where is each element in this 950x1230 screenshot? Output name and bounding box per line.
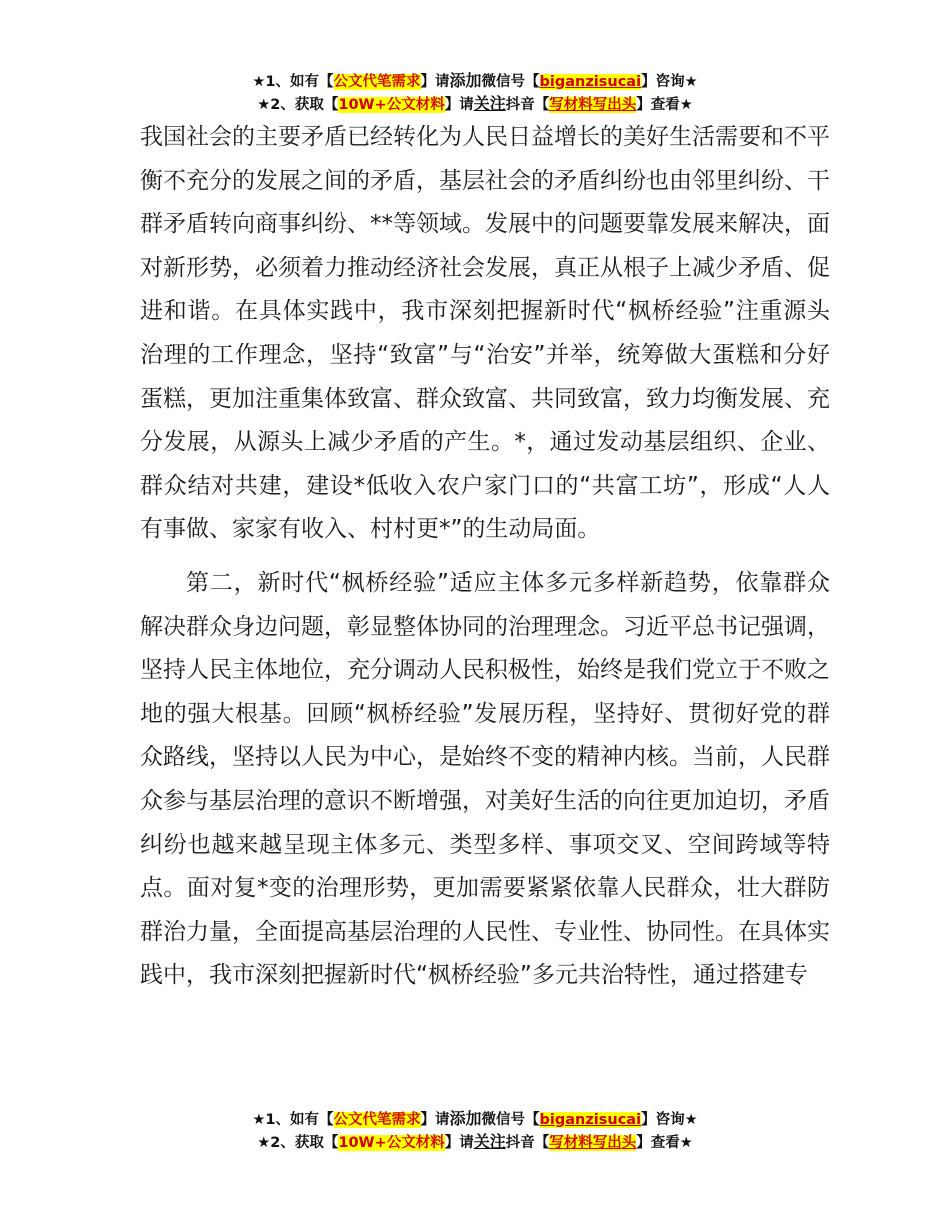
paragraph-2: 第二，新时代“枫桥经验”适应主体多元多样新趋势，依靠群众解决群众身边问题，彰显整体协同的治理理念。习近平总书记强调，坚持人民主体地位，充分调动人民积极性，始终是我们党立于不败之地的强大根基。回顾“枫桥经验”发展历程，坚持好、贯彻好党的群众路线，坚持以人民为中心，是始终不变的精神内核。当前，人民群众参与基层治理的意识不断增强，对美好生活的向往更加迫切，矛盾纠纷也越来越呈现主体多元、类型多样、事项交叉、空间跨域等特点。面对复*变的治理形势，更加需要紧紧依靠人民群众，壮大群防群治力量，全面提高基层治理的人民性、专业性、协同性。在具体实践中，我市深刻把握新时代“枫桥经验”多元共治特性，通过搭建专 (140, 569, 830, 989)
header-line-1 (0, 70, 950, 93)
header-highlight-materials: 10W+公文材料 (338, 97, 445, 113)
header-line-2-suffix: 】查看★ (636, 97, 693, 113)
paragraph-1: 我国社会的主要矛盾已经转化为人民日益增长的美好生活需要和不平衡不充分的发展之间的矛盾，基层社会的矛盾纠纷也由邻里纠纷、干群矛盾转向商事纠纷、**等领域。发展中的问题要靠发展来解决，面对新形势，必须着力推动经济社会发展，真正从根子上减少矛盾、促进和谐。在具体实践中，我市深刻把握新时代“枫桥经验”注重源头治理的工作理念，坚持“致富”与“治安”并举，统筹做大蛋糕和分好蛋糕，更加注重集体致富、群众致富、共同致富，致力均衡发展、充分发展，从源头上减少矛盾的产生。*，通过发动基层组织、企业、群众结对共建，建设*低收入农户家门口的“共富工坊”，形成“人人有事做、家家有收入、村村更*”的生动局面。 (140, 124, 830, 543)
footer-line-1 (0, 1108, 950, 1131)
header-highlight-ghostwriting: 公文代笔需求 (333, 74, 421, 90)
footer-line-2 (0, 1131, 950, 1154)
footer-line-1-suffix: 】咨询★ (641, 1112, 698, 1128)
header-line-1-text-2: 微信号【 (481, 74, 540, 90)
header-line-2-prefix: ★2、获取【 (257, 97, 339, 113)
page-header-banner (0, 70, 950, 116)
footer-line-2-emph: 关注 (473, 1132, 506, 1151)
header-line-1-text: 】请 (420, 74, 450, 90)
document-body (140, 116, 830, 998)
header-highlight-douyin: 写材料写出头 (549, 97, 637, 113)
page-footer-banner (0, 1108, 950, 1154)
footer-line-1-emph: 添加 (449, 1109, 482, 1128)
footer-line-1-text-2: 微信号【 (481, 1112, 540, 1128)
header-line-2 (0, 93, 950, 116)
header-line-2-text-2: 抖音【 (505, 97, 550, 113)
footer-line-2-text: 】请 (444, 1135, 474, 1151)
footer-line-1-text: 】请 (420, 1112, 450, 1128)
footer-highlight-materials: 10W+公文材料 (338, 1135, 445, 1151)
header-line-2-emph: 关注 (473, 94, 506, 113)
header-line-2-text: 】请 (444, 97, 474, 113)
header-highlight-wechat-id: biganzisucai (539, 74, 642, 90)
footer-line-2-prefix: ★2、获取【 (257, 1135, 339, 1151)
header-line-1-suffix: 】咨询★ (641, 74, 698, 90)
header-line-1-emph: 添加 (449, 71, 482, 90)
footer-line-1-prefix: ★1、如有【 (252, 1112, 334, 1128)
header-line-1-prefix: ★1、如有【 (252, 74, 334, 90)
footer-highlight-douyin: 写材料写出头 (549, 1135, 637, 1151)
footer-highlight-ghostwriting: 公文代笔需求 (333, 1112, 421, 1128)
footer-line-2-suffix: 】查看★ (636, 1135, 693, 1151)
footer-highlight-wechat-id: biganzisucai (539, 1112, 642, 1128)
footer-line-2-text-2: 抖音【 (505, 1135, 550, 1151)
